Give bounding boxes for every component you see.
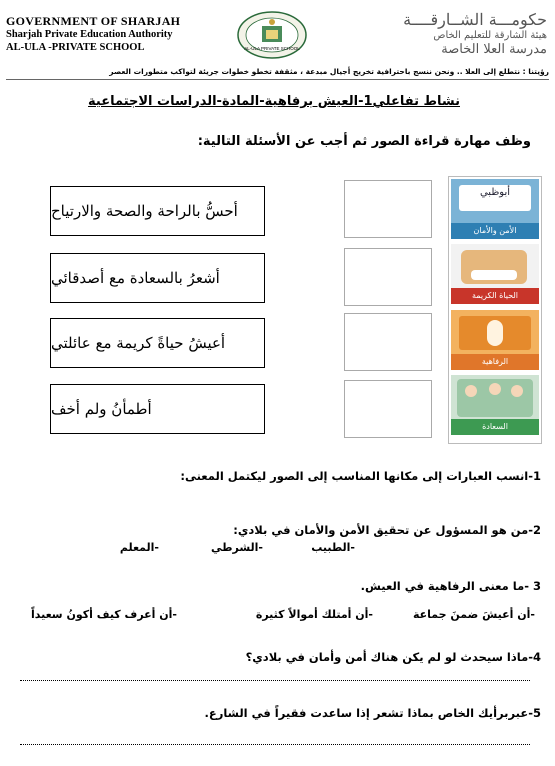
- answer-box-4[interactable]: [344, 380, 432, 438]
- header-en-line1: GOVERNMENT OF SHARJAH: [6, 14, 181, 28]
- page-title: نشاط تفاعلي1-العيش برفاهية-المادة-الدراسات الاجتماعية: [88, 94, 460, 109]
- picture-caption-security: الأمن والأمان: [451, 223, 539, 239]
- phrase-box-4[interactable]: أطمأنُ ولم أخف: [50, 384, 265, 434]
- child-2: [489, 383, 501, 395]
- header-ar-line3: مدرسة العلا الخاصة: [441, 42, 547, 57]
- child-3: [511, 385, 523, 397]
- header-ar-line1: حكومـــة الشــارقــــة: [403, 10, 547, 29]
- header-ar-line2: هيئة الشارقة للتعليم الخاص: [433, 30, 547, 41]
- picture-caption-happiness: السعادة: [451, 419, 539, 435]
- picture-caption-decent-life: الحياة الكريمة: [451, 288, 539, 304]
- table-illustration: [471, 270, 517, 280]
- answer-box-1[interactable]: [344, 180, 432, 238]
- q3-option-group[interactable]: -أن أعيشَ ضمنَ جماعة: [412, 608, 535, 621]
- question-2: 2-من هو المسؤول عن تحقيق الأمن والأمان في بلادي:: [233, 523, 541, 537]
- school-logo: [236, 10, 308, 60]
- answer-box-3[interactable]: [344, 313, 432, 371]
- header-en-line3: AL-ULA -PRIVATE SCHOOL: [6, 42, 145, 53]
- picture-caption-wellbeing: الرفاهية: [451, 354, 539, 370]
- picture-decent-life: [451, 244, 539, 304]
- phrase-box-2[interactable]: أشعرُ بالسعادة مع أصدقائي: [50, 253, 265, 303]
- question-1: 1-انسب العبارات إلى مكانها المناسب إلى الصور ليكتمل المعنى:: [180, 469, 541, 483]
- answer-box-2[interactable]: [344, 248, 432, 306]
- instruction: وظف مهارة قراءة الصور ثم أجب عن الأسئلة التالية:: [197, 134, 531, 149]
- vision-statement: رؤيتنا : نتطلع إلى العلا .. ونحن ننسج باحترافية تخريج أجيال مبدعة ، مثقفة تخطو خطوات جريئة لتواكب متطورات العصر: [109, 67, 549, 76]
- child-1: [465, 385, 477, 397]
- q2-option-teacher[interactable]: -المعلم: [119, 541, 159, 554]
- header-en-line2: Sharjah Private Education Authority: [6, 29, 173, 40]
- header-divider: [6, 79, 549, 80]
- phrase-box-1[interactable]: أحسُّ بالراحة والصحة والارتياح: [50, 186, 265, 236]
- q3-option-happy[interactable]: -أن أعرف كيف أكونُ سعيداً: [30, 608, 177, 621]
- figure-illustration: [487, 320, 503, 346]
- q3-option-money[interactable]: -أن أمتلك أموالاً كثيرة: [255, 608, 373, 621]
- question-4: 4-ماذا سيحدث لو لم يكن هناك أمن وأمان في بلادي؟: [245, 650, 541, 664]
- question-3: 3 -ما معنى الرفاهية في العيش.: [360, 579, 541, 593]
- question-5: 5-عبربرأيك الخاص بماذا تشعر إذا ساعدت فقيراً في الشارع.: [204, 706, 541, 720]
- q2-option-police[interactable]: -الشرطي: [211, 541, 263, 554]
- picture-wellbeing: [451, 310, 539, 370]
- picture-happiness: [451, 375, 539, 435]
- picture-security: [451, 179, 539, 239]
- logo-label: AL-ULA PRIVATE SCHOOL: [244, 46, 300, 51]
- answer-line-q5[interactable]: [20, 744, 530, 745]
- phrase-box-3[interactable]: أعيشُ حياةً كريمة مع عائلتي: [50, 318, 265, 368]
- q2-option-doctor[interactable]: -الطبيب: [311, 541, 355, 554]
- answer-line-q4[interactable]: [20, 680, 530, 681]
- sign-text: أبوظبي: [479, 187, 511, 198]
